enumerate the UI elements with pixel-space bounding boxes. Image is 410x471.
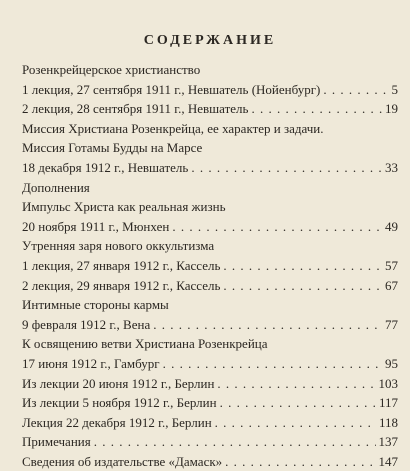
toc-entry bbox=[22, 197, 398, 217]
dot-leader bbox=[323, 80, 388, 100]
dot-leader bbox=[223, 276, 382, 296]
toc-entry bbox=[22, 334, 398, 354]
toc-entry bbox=[22, 413, 398, 433]
toc-entry-text: 1 лекция, 27 января 1912 г., Кассель bbox=[22, 257, 221, 273]
dot-leader bbox=[220, 393, 376, 413]
dot-leader bbox=[172, 217, 382, 237]
toc-entry bbox=[22, 158, 398, 178]
toc-entry-text: К освящению ветви Христиана Розенкрейца bbox=[22, 336, 268, 352]
toc-entry-text: Утренняя заря нового оккультизма bbox=[22, 238, 215, 254]
toc-entry bbox=[22, 354, 398, 374]
toc-entry-text: Миссия Христиана Розенкрейца, ее характер и задачи. bbox=[22, 120, 324, 136]
toc-entry-page: 5 bbox=[391, 81, 398, 97]
toc-entry-text: Лекция 22 декабря 1912 г., Берлин bbox=[22, 414, 212, 430]
toc-entry bbox=[22, 452, 398, 471]
dot-leader bbox=[163, 354, 382, 374]
toc-entry-page: 137 bbox=[378, 434, 398, 450]
toc-entry-text: Из лекции 20 июня 1912 г., Берлин bbox=[22, 375, 215, 391]
toc-entry-page: 49 bbox=[385, 218, 398, 234]
toc-entry-text: Импульс Христа как реальная жизнь bbox=[22, 199, 226, 215]
toc-entry-text: Примечания bbox=[22, 434, 91, 450]
toc-entry-page: 117 bbox=[378, 395, 398, 411]
toc-entry-page: 77 bbox=[385, 316, 398, 332]
toc-entry bbox=[22, 236, 398, 256]
toc-entry-text: 1 лекция, 27 сентября 1911 г., Невшатель (Нойенбург) bbox=[22, 81, 321, 97]
dot-leader bbox=[153, 315, 382, 335]
toc-entry bbox=[22, 80, 398, 100]
toc-entry-text: 9 февраля 1912 г., Вена bbox=[22, 316, 151, 332]
toc-entry bbox=[22, 276, 398, 296]
toc-entry-page: 147 bbox=[378, 453, 398, 469]
dot-leader bbox=[191, 158, 382, 178]
toc-entry-page: 103 bbox=[378, 375, 398, 391]
toc-entry bbox=[22, 432, 398, 452]
toc-entry bbox=[22, 60, 398, 80]
dot-leader bbox=[225, 452, 375, 471]
toc-entry-text: 2 лекция, 29 января 1912 г., Кассель bbox=[22, 277, 221, 293]
dot-leader bbox=[251, 99, 382, 119]
toc-entry-text: Миссия Готамы Будды на Марсе bbox=[22, 140, 203, 156]
toc-entry bbox=[22, 178, 398, 198]
toc-entry-text: 20 ноября 1911 г., Мюнхен bbox=[22, 218, 170, 234]
toc-entry bbox=[22, 393, 398, 413]
toc-entry-page: 67 bbox=[385, 277, 398, 293]
toc-entry bbox=[22, 295, 398, 315]
toc-entry-text: Розенкрейцерское христианство bbox=[22, 62, 201, 77]
toc-entry-text: 2 лекция, 28 сентября 1911 г., Невшатель bbox=[22, 101, 249, 117]
toc-list bbox=[22, 60, 398, 471]
toc-entry bbox=[22, 217, 398, 237]
toc-entry-text: Из лекции 5 ноября 1912 г., Берлин bbox=[22, 395, 217, 411]
toc-entry-text: 17 июня 1912 г., Гамбург bbox=[22, 355, 160, 371]
toc-title: СОДЕРЖАНИЕ bbox=[143, 33, 277, 48]
toc-entry-text: Интимные стороны кармы bbox=[22, 297, 169, 313]
toc-entry-page: 57 bbox=[385, 257, 398, 273]
toc-entry-text: 18 декабря 1912 г., Невшатель bbox=[22, 159, 189, 175]
toc-entry bbox=[22, 315, 398, 335]
toc-entry-page: 95 bbox=[385, 355, 398, 371]
toc-entry bbox=[22, 374, 398, 394]
dot-leader bbox=[215, 413, 376, 433]
dot-leader bbox=[223, 256, 382, 276]
toc-entry-page: 33 bbox=[385, 159, 398, 175]
toc-entry bbox=[22, 119, 398, 139]
dot-leader bbox=[94, 432, 376, 452]
dot-leader bbox=[217, 374, 375, 394]
toc-entry-text: Дополнения bbox=[22, 179, 90, 195]
toc-entry-text: Сведения об издательстве «Дамаск» bbox=[22, 453, 223, 469]
toc-entry bbox=[22, 138, 398, 158]
toc-entry-page: 118 bbox=[378, 414, 398, 430]
toc-entry bbox=[22, 256, 398, 276]
toc-entry-page: 19 bbox=[385, 101, 398, 117]
toc-entry bbox=[22, 99, 398, 119]
